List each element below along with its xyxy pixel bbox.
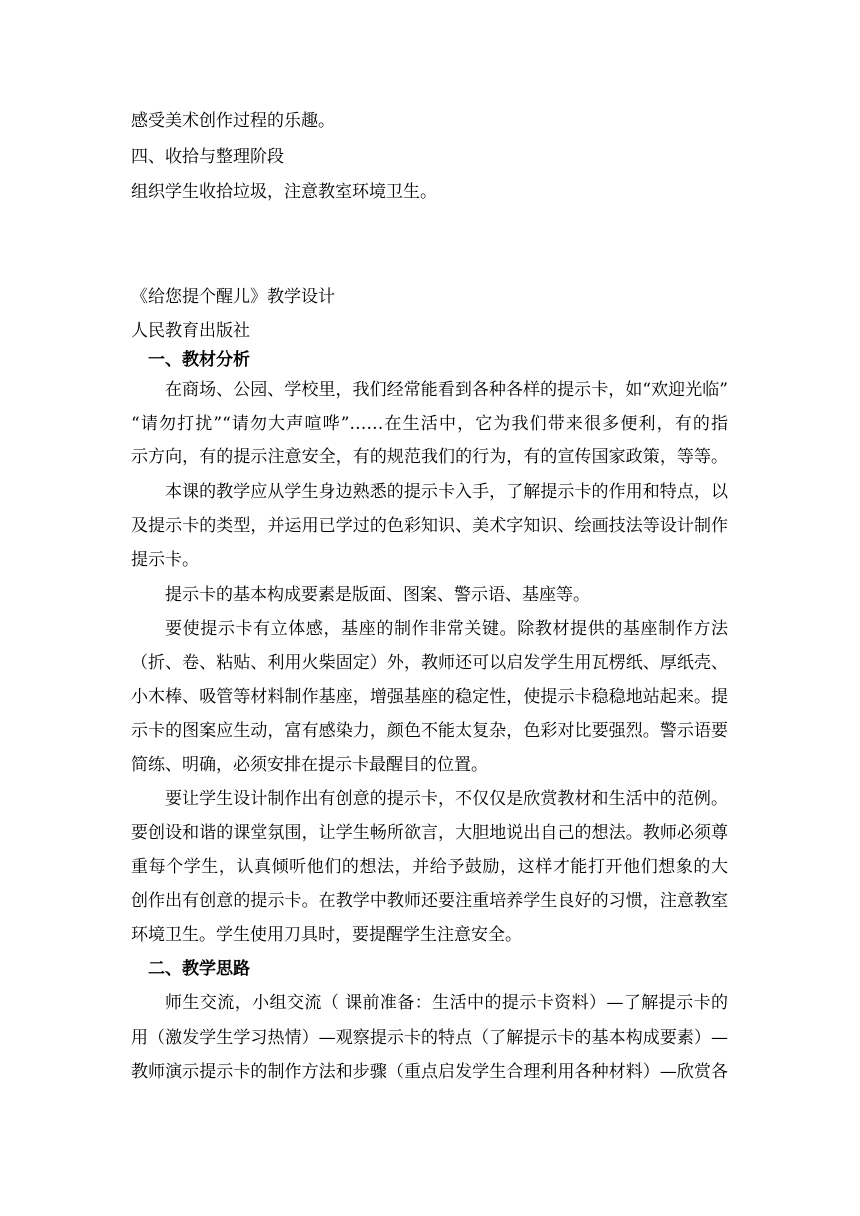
- paragraph-line: 教师演示提示卡的制作方法和步骤（重点启发学生合理利用各种材料）—欣赏各: [131, 1062, 728, 1082]
- paragraph-line: 要让学生设计制作出有创意的提示卡，不仅仅是欣赏教材和生活中的范例。: [165, 789, 728, 809]
- paragraph-line: 重每个学生，认真倾听他们的想法，并给予鼓励，这样才能打开他们想象的大: [131, 857, 728, 877]
- paragraph-line: 简练、明确，必须安排在提示卡最醒目的位置。: [131, 755, 488, 775]
- paragraph-line: 本课的教学应从学生身边熟悉的提示卡入手，了解提示卡的作用和特点，以: [165, 482, 728, 502]
- paragraph-line: 在商场、公园、学校里，我们经常能看到各种各样的提示卡，如“欢迎光临”: [165, 380, 728, 400]
- paragraph-line: （折、卷、粘贴、利用火柴固定）外，教师还可以启发学生用瓦楞纸、厚纸壳、: [131, 653, 728, 673]
- section-heading: 二、教学思路: [148, 959, 250, 979]
- paragraph-line: 要创设和谐的课堂氛围，让学生畅所欲言，大胆地说出自己的想法。教师必须尊: [131, 823, 728, 843]
- section-heading: 四、收拾与整理阶段: [131, 147, 284, 167]
- paragraph-line: 提示卡。: [131, 550, 199, 570]
- document-title: 《给您提个醒儿》教学设计: [131, 287, 335, 307]
- paragraph-line: “请勿打扰”“请勿大声喧哗”……在生活中，它为我们带来很多便利，有的指: [131, 414, 728, 434]
- text-line: 感受美术创作过程的乐趣。: [131, 111, 335, 131]
- paragraph-line: 要使提示卡有立体感，基座的制作非常关键。除教材提供的基座制作方法: [165, 619, 728, 639]
- paragraph-line: 小木棒、吸管等材料制作基座，增强基座的稳定性，使提示卡稳稳地站起来。提: [131, 687, 728, 707]
- paragraph-line: 环境卫生。学生使用刀具时，要提醒学生注意安全。: [131, 925, 522, 945]
- section-heading: 一、教材分析: [148, 350, 250, 370]
- paragraph-line: 提示卡的基本构成要素是版面、图案、警示语、基座等。: [165, 585, 590, 605]
- paragraph-line: 创作出有创意的提示卡。在教学中教师还要注重培养学生良好的习惯，注意教室: [131, 891, 728, 911]
- publisher: 人民教育出版社: [131, 321, 250, 341]
- paragraph-line: 师生交流，小组交流（ 课前准备：生活中的提示卡资料）—了解提示卡的: [165, 993, 728, 1013]
- paragraph-line: 示方向，有的提示注意安全，有的规范我们的行为，有的宣传国家政策，等等。: [131, 447, 728, 467]
- text-line: 组织学生收拾垃圾，注意教室环境卫生。: [131, 182, 437, 202]
- paragraph-line: 及提示卡的类型，并运用已学过的色彩知识、美术字知识、绘画技法等设计制作: [131, 516, 728, 536]
- paragraph-line: 用（激发学生学习热情）—观察提示卡的特点（了解提示卡的基本构成要素）—: [131, 1028, 728, 1048]
- paragraph-line: 示卡的图案应生动，富有感染力，颜色不能太复杂，色彩对比要强烈。警示语要: [131, 721, 728, 741]
